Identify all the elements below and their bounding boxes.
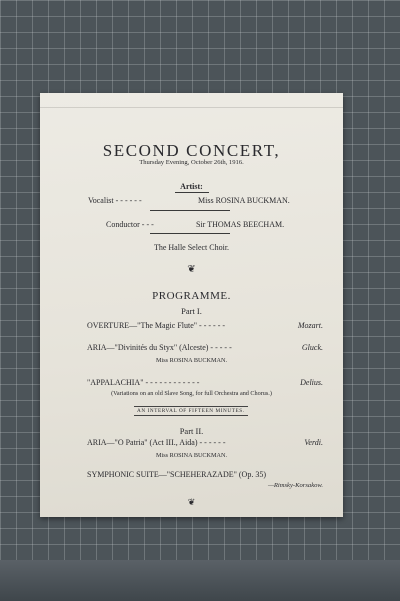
- artist-heading: Artist:: [180, 182, 203, 191]
- work-note: (Variations on an old Slave Song, for full Orchestra and Chorus.): [111, 390, 272, 397]
- composer-name: Gluck.: [301, 343, 323, 352]
- vocalist-label: Vocalist - - - - - -: [88, 196, 142, 205]
- work-title: ARIA—"Divinités du Styx" (Alceste) - - - - -: [87, 343, 232, 352]
- composer-name: Delius.: [300, 378, 323, 387]
- vocalist-name: Miss ROSINA BUCKMAN.: [198, 196, 290, 205]
- part-two-heading: Part II.: [179, 426, 204, 436]
- conductor-name: Sir THOMAS BEECHAM.: [196, 220, 285, 229]
- concert-programme-sheet: [40, 93, 343, 517]
- conductor-divider: [150, 233, 230, 234]
- artist-divider: [150, 210, 230, 211]
- concert-title: SECOND CONCERT,: [102, 141, 281, 160]
- work-title: SYMPHONIC SUITE—"SCHEHERAZADE" (Op. 35): [87, 470, 266, 479]
- interval-notice: AN INTERVAL OF FIFTEEN MINUTES.: [134, 406, 248, 416]
- composer-name: Verdi.: [304, 438, 323, 447]
- concert-date: Thursday Evening, October 26th, 1916.: [139, 159, 244, 166]
- work-title: OVERTURE—"The Magic Flute" - - - - - -: [87, 321, 226, 330]
- choir-name: The Halle Select Choir.: [153, 243, 230, 252]
- soloist-credit: Miss ROSINA BUCKMAN.: [156, 357, 227, 364]
- paper-fold-line: [40, 107, 343, 108]
- cutting-mat-strip: [0, 560, 400, 601]
- conductor-label: Conductor - - -: [106, 220, 154, 229]
- composer-name: Mozart.: [297, 321, 323, 330]
- bottom-fleuron-icon: ❦: [187, 497, 196, 507]
- programme-heading: PROGRAMME.: [152, 290, 231, 302]
- artist-underline: [175, 192, 209, 193]
- composer-name: —Rimsky-Korsakow.: [267, 482, 323, 489]
- fleuron-ornament-icon: ❦: [187, 264, 196, 275]
- work-title: ARIA—"O Patria" (Act III., Aida) - - - - - -: [87, 438, 226, 447]
- part-one-heading: Part I.: [181, 306, 202, 316]
- work-title: "APPALACHIA" - - - - - - - - - - - -: [87, 378, 200, 387]
- soloist-credit: Miss ROSINA BUCKMAN.: [156, 452, 227, 459]
